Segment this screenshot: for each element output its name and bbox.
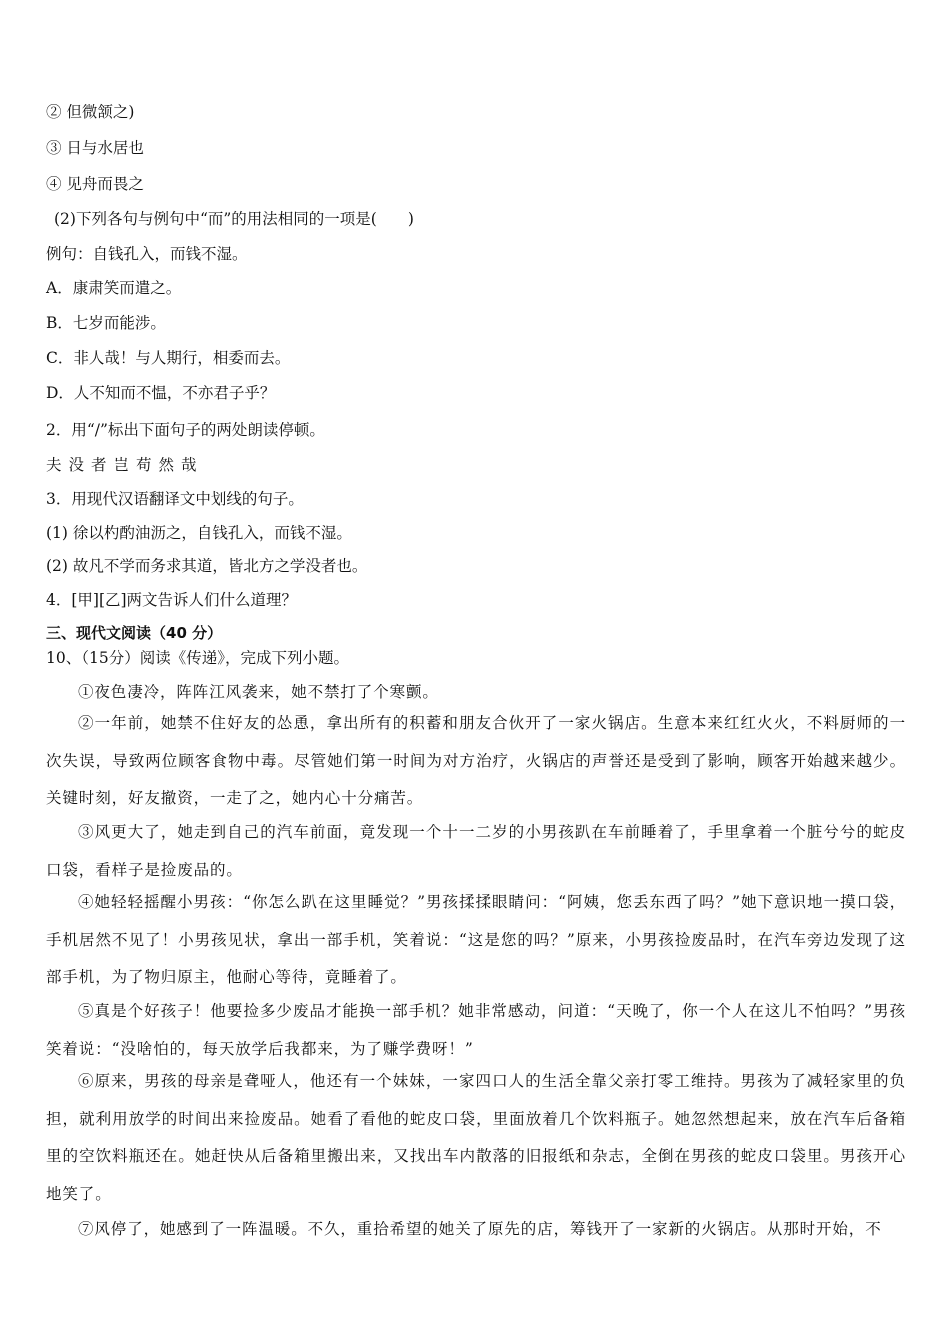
- option-d: D．人不知而不愠，不亦君子乎？: [46, 384, 276, 402]
- q2-prompt: 2．用“/”标出下面句子的两处朗读停顿。: [46, 421, 325, 439]
- paragraph-6: ⑥原来，男孩的母亲是聋哑人，他还有一个妹妹，一家四口人的生活全靠父亲打零工维持。男孩为了减轻家里的负担，就利用放学的时间出来捡废品。她看了看他的蛇皮口袋，里面放着几个饮料瓶子。她忽然想起来，放在汽车后备箱里的空饮料瓶还在。她赶快从后备箱里搬出来，又找出车内散落的旧报纸和杂志，全倒在男孩的蛇皮口袋里。男孩开心地笑了。: [46, 1072, 906, 1203]
- paragraph-1: ①夜色凄冷，阵阵江风袭来，她不禁打了个寒颤。: [78, 683, 439, 701]
- option-a: A．康肃笑而遣之。: [46, 279, 182, 297]
- paragraph-2: ②一年前，她禁不住好友的怂恿，拿出所有的积蓄和朋友合伙开了一家火锅店。生意本来红红火火，不料厨师的一次失误，导致两位顾客食物中毒。尽管她们第一时间为对方治疗，火锅店的声誉还是受到了影响，顾客开始越来越少。关键时刻，好友撤资，一走了之，她内心十分痛苦。: [46, 714, 906, 807]
- q1-item-2: ② 但微颔之): [46, 103, 135, 121]
- section-3-title: 三、现代文阅读（40 分）: [46, 624, 223, 642]
- q1b-example: 例句：自钱孔入，而钱不湿。: [46, 245, 248, 263]
- paragraph-5: ⑤真是个好孩子！他要捡多少废品才能换一部手机？她非常感动，问道：“天晚了，你一个人在这儿不怕吗？”男孩笑着说：“没啥怕的，每天放学后我都来，为了赚学费呀！”: [46, 1002, 906, 1058]
- paragraph-4: ④她轻轻摇醒小男孩：“你怎么趴在这里睡觉？”男孩揉揉眼睛问：“阿姨，您丢东西了吗？”她下意识地一摸口袋，手机居然不见了！小男孩见状，拿出一部手机，笑着说：“这是您的吗？”原来，小男孩捡废品时，在汽车旁边发现了这部手机，为了物归原主，他耐心等待，竟睡着了。: [46, 893, 906, 986]
- q1-item-4: ④ 见舟而畏之: [46, 175, 144, 193]
- q3-item-1: (1) 徐以杓酌油沥之，自钱孔入，而钱不湿。: [46, 524, 352, 542]
- q3-prompt: 3．用现代汉语翻译文中划线的句子。: [46, 490, 304, 508]
- q4-prompt: 4．[甲][乙]两文告诉人们什么道理？: [46, 591, 298, 609]
- q2-sentence: 夫没者岂苟然哉: [46, 456, 204, 474]
- question-10: 10、（15分）阅读《传递》，完成下列小题。: [46, 649, 349, 667]
- option-b: B．七岁而能涉。: [46, 314, 166, 332]
- q1b-prompt: (2)下列各句与例句中“而”的用法相同的一项是( ): [54, 210, 414, 228]
- option-c: C．非人哉！与人期行，相委而去。: [46, 349, 291, 367]
- q1-item-3: ③ 日与水居也: [46, 139, 144, 157]
- paragraph-7: ⑦风停了，她感到了一阵温暖。不久，重拾希望的她关了原先的店，筹钱开了一家新的火锅店。从那时开始，不: [78, 1220, 882, 1238]
- q3-item-2: (2) 故凡不学而务求其道，皆北方之学没者也。: [46, 557, 368, 575]
- paragraph-3: ③风更大了，她走到自己的汽车前面，竟发现一个十一二岁的小男孩趴在车前睡着了，手里拿着一个脏兮兮的蛇皮口袋，看样子是捡废品的。: [46, 823, 906, 879]
